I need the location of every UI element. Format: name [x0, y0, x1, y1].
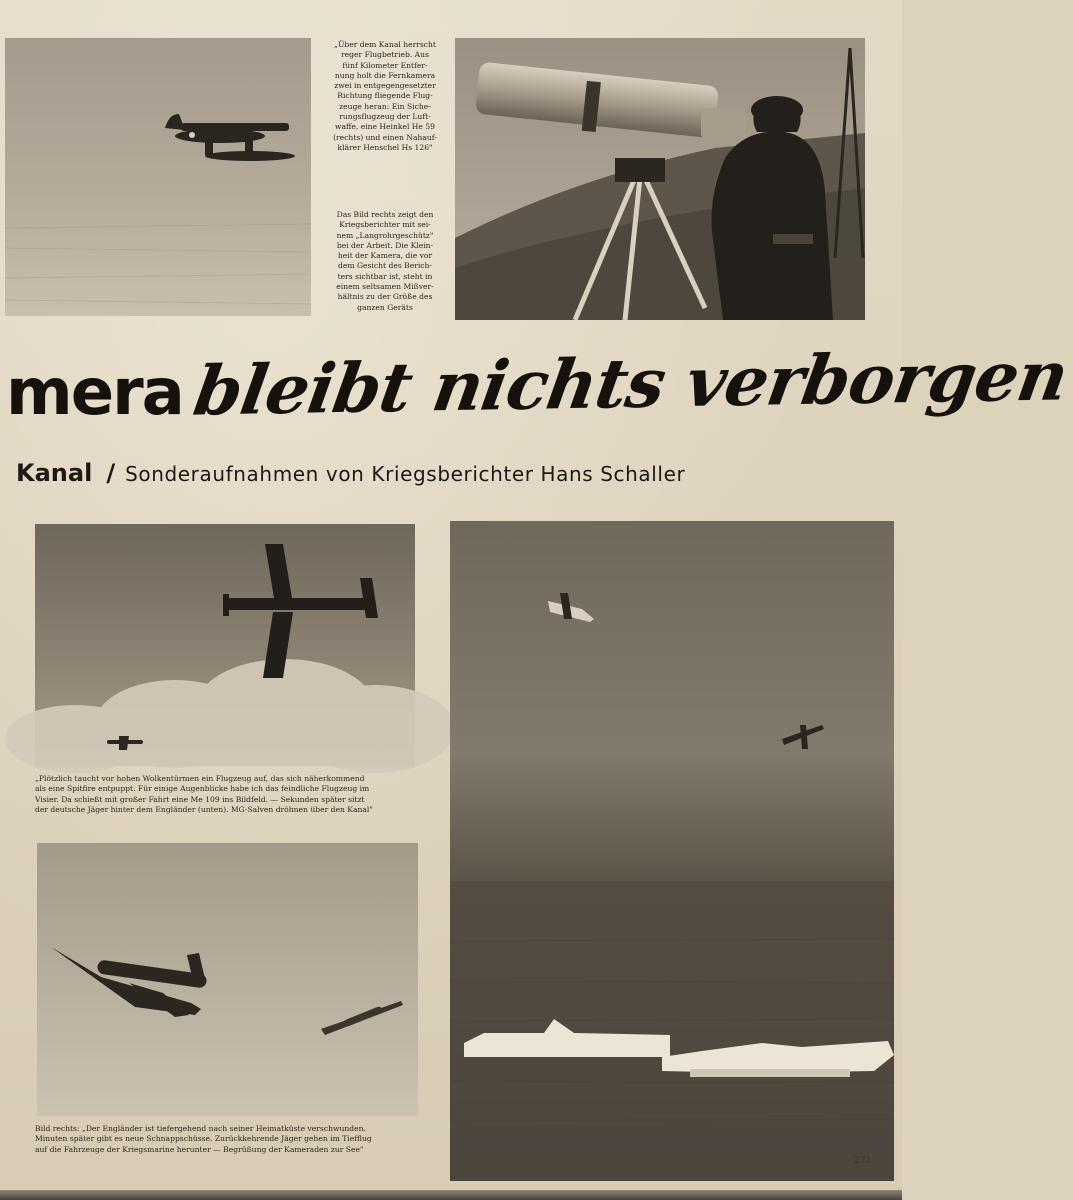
caption-line: auf die Fahrzeuge der Kriegsmarine herunter — Begrüßung der Kameraden zur See": [35, 1144, 364, 1154]
caption-line: der deutsche Jäger hinter dem Engländer (unten). MG-Salven dröhnen über den Kanal": [35, 804, 373, 814]
caption-line: Bild rechts: „Der Engländer ist tiefergehend nach seiner Heimatküste verschwunden.: [35, 1124, 366, 1133]
caption-camera: [321, 210, 449, 313]
caption-line: rungsflugzeug der Luft-: [339, 112, 431, 122]
caption-line: fünf Kilometer Entfer-: [342, 60, 428, 70]
caption-line: ters sichtbar ist, steht in: [337, 271, 433, 281]
caption-line: (rechts) und einen Nahauf-: [333, 132, 437, 142]
caption-line: Visier. Da schießt mit großer Fahrt eine Me 109 ins Bildfeld. — Sekunden später sitzt: [35, 794, 365, 804]
photo-two-fighters: [37, 843, 418, 1116]
subheadline: [16, 459, 685, 487]
caption-line: als eine Spitfire entpuppt. Für einige Augenblicke habe ich das feindliche Flugzeug im: [35, 784, 370, 794]
headline-script-part: bleibt nichts verborgen: [188, 336, 1073, 432]
page-bottom-edge: [0, 1190, 902, 1200]
subheadline-byline: Sonderaufnahmen von Kriegsberichter Hans Schaller: [125, 462, 686, 486]
caption-line: zwei in entgegengesetzter: [334, 81, 436, 91]
photo-camera-reporter: [455, 38, 865, 320]
caption-line: Kriegsberichter mit sei-: [339, 220, 431, 230]
caption-line: heit der Kamera, die vor: [337, 251, 433, 261]
caption-line: hältnis zu der Größe des: [337, 292, 433, 302]
caption-line: Richtung fliegende Flug-: [337, 91, 433, 101]
caption-line: klärer Henschel Hs 126": [337, 142, 433, 152]
caption-line: Minuten später gibt es neue Schnappschüsse. Zurückkehrende Jäger gehen im Tiefflug: [35, 1134, 372, 1144]
page-number: 271: [854, 1156, 872, 1166]
caption-line: Das Bild rechts zeigt den: [336, 210, 434, 219]
caption-line: bei der Arbeit. Die Klein-: [336, 240, 434, 250]
caption-line: waffe, eine Heinkel He 59: [334, 122, 436, 132]
caption-line: ganzen Geräts: [357, 302, 413, 312]
photo-seaplane: [5, 38, 311, 316]
caption-line: „Über dem Kanal herrscht: [334, 40, 436, 49]
headline-sans-part: mera: [6, 356, 183, 430]
photo-sea-aircraft-boats: [450, 521, 894, 1181]
caption-line: einem seltsamen Mißver-: [336, 282, 434, 292]
caption-line: „Plötzlich taucht vor hohen Wolkentürmen ein Flugzeug auf, das sich näherkommend: [35, 774, 365, 783]
subheadline-place: Kanal: [16, 459, 93, 487]
photo-fighter-clouds: [35, 524, 415, 766]
caption-line: nung holt die Fernkamera: [334, 70, 436, 80]
caption-bottom: [35, 1124, 421, 1155]
headline: [6, 336, 1073, 460]
caption-spitfire: [35, 774, 419, 815]
caption-line: nem „Langrohrgeschütz": [336, 230, 434, 240]
caption-line: reger Flugbetrieb. Aus: [341, 50, 429, 60]
subheadline-separator: /: [106, 459, 116, 487]
caption-line: zeuge heran: Ein Siche-: [339, 101, 431, 111]
caption-seaplane: [321, 40, 449, 153]
caption-line: dem Gesicht des Berich-: [338, 261, 432, 271]
